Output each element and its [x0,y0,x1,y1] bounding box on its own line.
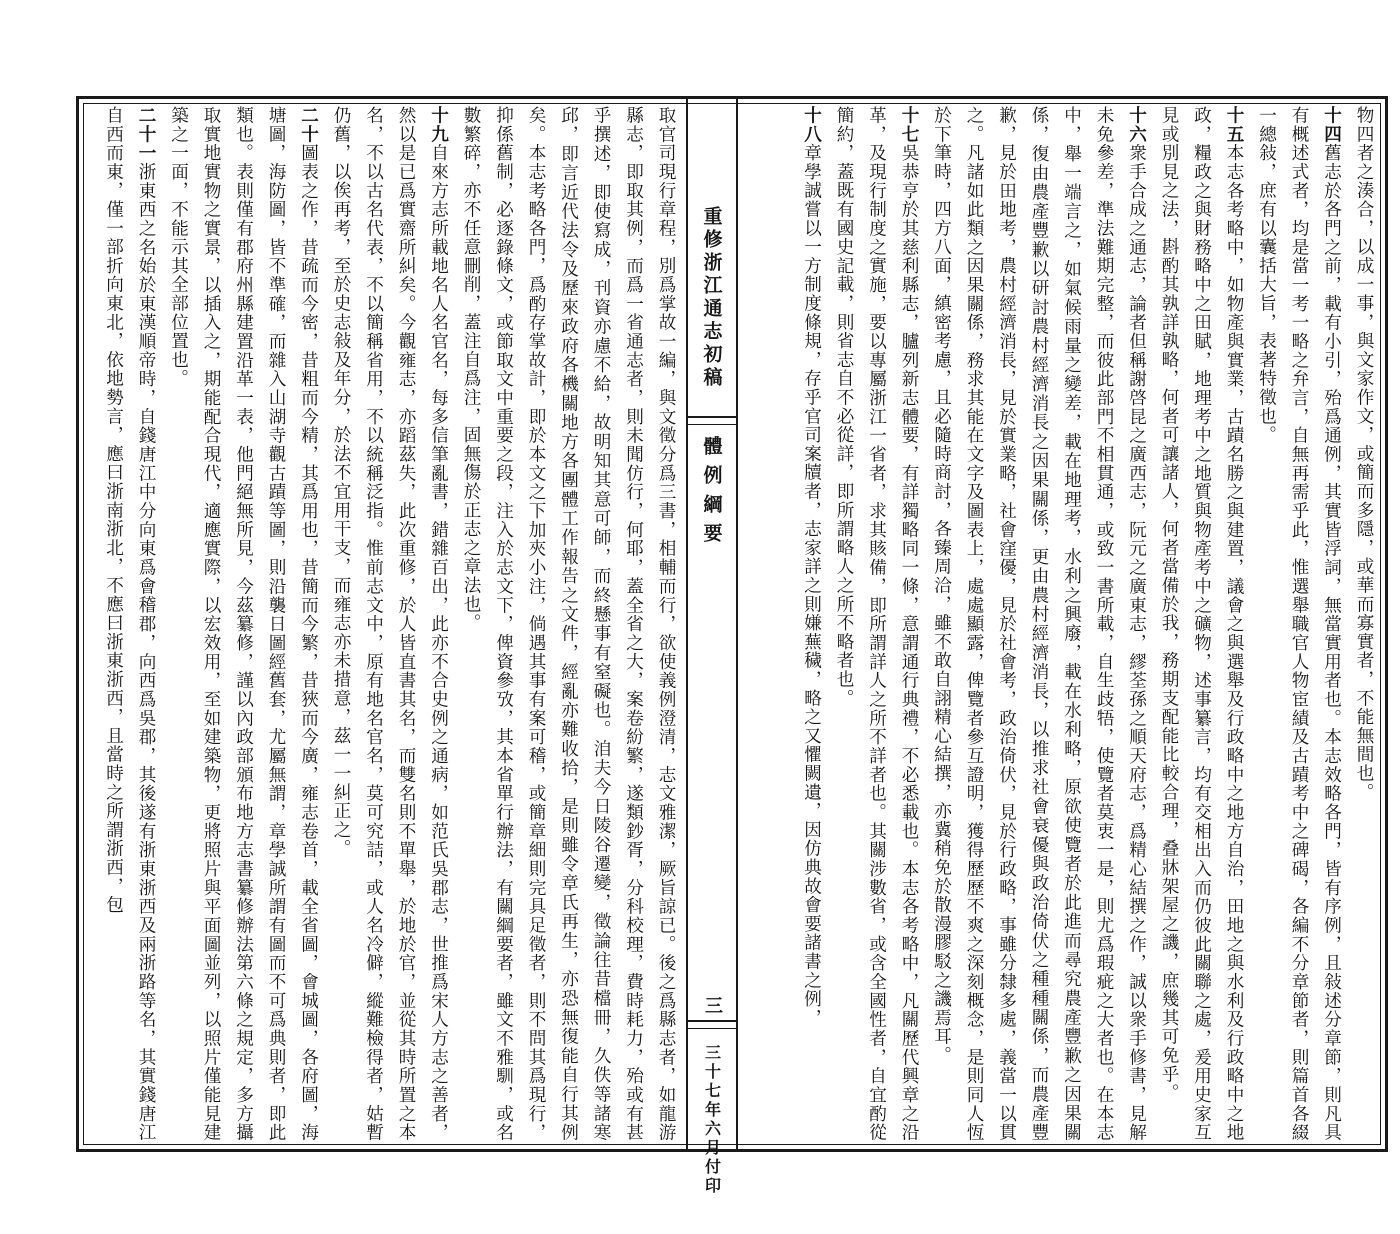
item-number: 十六 [1126,106,1148,144]
right-page-text [744,106,1380,1142]
fishtail-rule [688,1028,736,1029]
item-number: 十五 [1224,106,1245,144]
item-number: 十八 [801,106,823,144]
left-page-text [84,106,682,1142]
item-number: 二十一 [136,106,157,163]
fishtail-rule [688,416,736,418]
item-number: 十四 [1321,106,1343,144]
print-date: 三十七年六月付印 [702,1044,722,1196]
section-title: 體例綱要 [700,436,723,552]
paragraph: 十五本志各考略中，如物產與實業，古蹟名勝之與建置，議會之與選舉及行政略中之地方自治，田地之與水利及行政略中之地政，糧政之與財務略中之田賦，地理考中之地質與物產考中之礦物，述事纂言，均有交相出入而仍彼此關聯之處，爰用史家互見或別見之法，斟酌其孰詳孰略，何者可讓諸人，何者當備於我，務期支配能比較合理，叠牀架屋之譏，庶幾其可免乎。 [1159,106,1245,1142]
book-title: 重修浙江通志初稿 [700,206,723,390]
item-number: 二十 [298,106,320,144]
paragraph: 十六衆手合成之通志，論者但稱謝啓昆之廣西志，阮元之廣東志，繆荃孫之順天府志，爲精心結撰之作，誠以衆手修書，見解未免參差，準法難期完整，而彼此部門不相貫通，或致一書所載，自生歧牾，使覽者莫衷一是，則尤爲瑕疵之大者也。在本志中，舉一端言之，如氣候雨量之變差，載在地理考，水利之興廢，載在水利略，原欲使覽者於此進而尋究農產豐歉之因果關係，復由農產豐歉以研討農村經濟消長之因果關係，更由農村經濟消長，以推求社會衰優與政治倚伏之種種關係，而農產豐歉，見於田地考，農村經濟消長，見於實業略，社會窪優，見於社會考，政治倚伏，見於行政略，事雖分隸多處，義當一以貫之。凡諸如此類之因果關係，務求其能在文字及圖表上，處處顯露，俾覽者參互證明，獲得歷歷不爽之深刻概念，是則同人恆於下筆時，四方八面，縝密考慮，且必隨時商討，各臻周洽，雖不敢自詡精心結撰，亦冀稍免於散漫膠駁之譏焉耳。 [931,106,1148,1142]
paragraph: 二十一浙東西之名始於東漢順帝時，自錢唐江中分向東爲會稽郡，向西爲吳郡，其後遂有浙東浙西及兩浙路等名，其實錢唐江自西而東，僅一部折向東北，依地勢言，應曰浙南浙北，不應曰浙東浙西，且當時之所謂浙西，包 [103,106,157,1142]
paragraph: 十四舊志於各門之前，載有小引，殆爲通例，其實皆浮詞，無當實用者也。本志效略各門，皆有序例，且敍述分章節，則凡具有概述式者，均是當一考一略之弁言，自無再需乎此，惟選舉職官人物宦績及古蹟考中之碑碣，各編不分章節者，則篇首各綴一總敍，庶有以囊括大旨，表著特徵也。 [1256,106,1343,1142]
item-number: 十九 [428,106,450,144]
paragraph: 十八章學誠嘗以一方制度條規，存乎官司案牘者，志家詳之則嫌蕪穢，略之又懼闕遺，因仿典故會要諸書之例， [801,106,823,1028]
fishtail-rule [688,1020,736,1022]
paragraph: 十七吳恭亨於其慈利縣志，臚列新志體要，有詳獨略同一條，意謂通行典禮，不必悉載也。本志各考略中，凡關歷代興章之沿革，及現行制度之實施，要以專屬浙江一省者，求其賅備，即所謂詳人之所不詳者也。其關涉數省，或含全國性者，自宜酌從簡約，蓋既有國史記載，則省志自不必從詳，即所謂略人之所不略者也。 [834,106,920,1142]
item-number: 十七 [899,106,920,144]
fishtail-rule [688,424,736,425]
center-block [686,96,738,1196]
paragraph: 取官司現行章程，別爲掌故一編，與文徵分爲三書，相輔而行，欲使義例澄清，志文雅潔，厥旨諒已。後之爲縣志者，如龍游縣志，即取其例，而爲一省通志者，則未聞仿行，何耶，蓋全省之大，案卷紛繁，遂類鈔胥，分科校理，費時耗力，殆或有甚乎撰述，即使寫成，刊資亦慮不給，故明知其意可師，而終懸事有窒礙也。洎夫今日陵谷遷變，徵論往昔檔冊，久佚等諸寒邱，即言近代法令及歷來政府各機關地方各團體工作報告之文件，經亂亦難收拾，是則雖令章氏再生，亦恐無復能自行其例矣。本志考略各門，爲酌存掌故計，即於本文之下加夾小注，倘遇其事有案可稽，或簡章細則完具足徵者，則不問其爲現行，抑係舊制，必逐錄條文，或節取文中重要之段，注入於志文下，俾資參攷，其本省單行辦法，有關綱要者，雖文不雅馴，或名數繁碎，亦不任意刪削，蓋注自爲注，固無傷於正志之章法也。 [461,106,676,1142]
page-number: 三 [702,996,723,1018]
paragraph: 十九自來方志所載地名人名官名，每多信筆亂書，錯雜百出，此亦不合史例之通病，如范氏吳郡志，世推爲宋人方志之善者，然以是已爲實齋所糾矣。今觀雍志，亦蹈茲失，此次重修，於人皆直書其名，而雙名則不單舉，於地於官，並從其時所置之本名，不以古名代表，不以簡稱省用，不以統稱泛指。惟前志文中，原有地名官名，莫可究詰，或人名冷僻，縱難檢得者，姑暫仍舊，以俟再考，至於史志敍及年分，於法不宜用干支，而雍志亦未措意，茲一一糾正之。 [331,106,450,1142]
paragraph: 二十圖表之作，昔疏而今密，昔粗而今精，其爲用也，昔簡而今繁，昔狹而今廣，雍志卷首，載全省圖，會城圖，各府圖，海塘圖，海防圖，皆不準確，而雜入山湖寺觀古蹟等圖，則沿襲日圖經舊套，尤屬無謂，章學誠所謂有圖而不可爲典則者，即此類也。表則僅有郡府州縣建置沿革一表，他門絕無所見，今茲纂修，謹以內政部頒布地方志書纂修辦法第六條之規定，多方攝取實地實物之實景，以插入之，期能配合現代，適應實際，以宏效用，至如建築物，更將照片與平面圖並列，以照片僅能見建築之一面，不能示其全部位置也。 [168,106,320,1142]
paragraph: 物四者之湊合，以成一事，與文家作文，或簡而多隱，或華而寡實者，不能無間也。 [1354,106,1374,802]
